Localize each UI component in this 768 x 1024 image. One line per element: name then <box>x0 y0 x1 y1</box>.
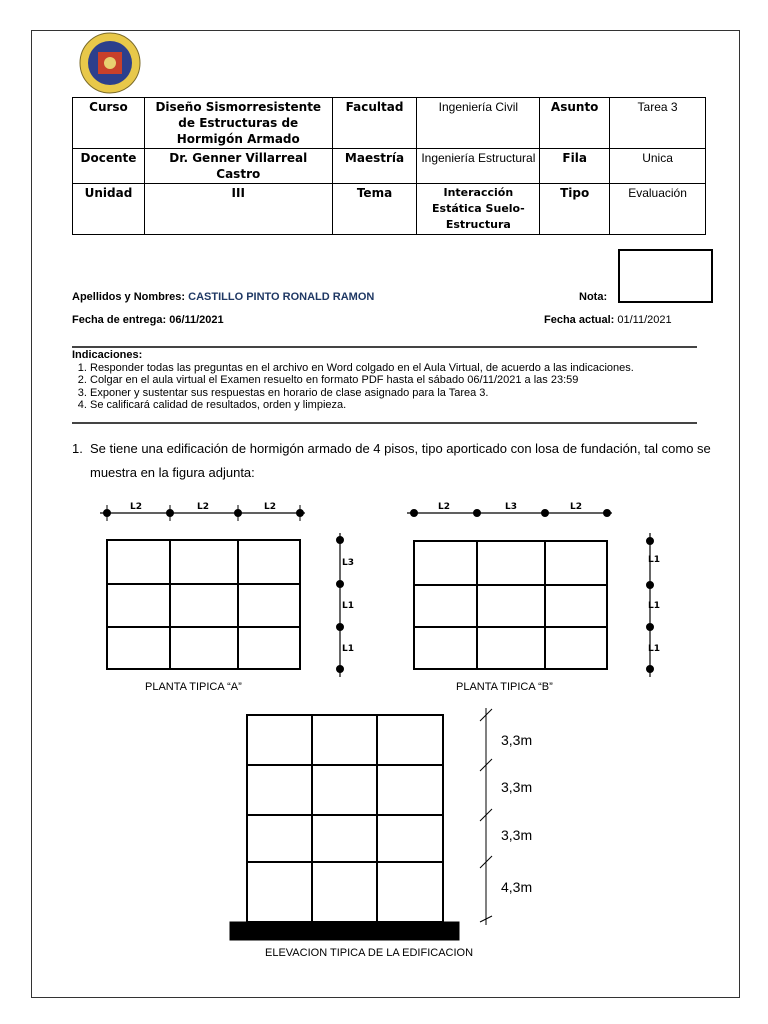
plan-a-dim-top: L2 <box>130 502 142 512</box>
plan-b-dim-side: L1 <box>648 555 660 565</box>
label-cell: Tipo <box>540 184 610 235</box>
divider <box>72 346 697 348</box>
plan-a-dim-top: L2 <box>197 502 209 512</box>
value-cell: Tarea 3 <box>610 98 706 149</box>
value-cell: Evaluación <box>610 184 706 235</box>
value-cell: Diseño Sismorresistente de Estructuras de Hormigón Armado <box>144 98 332 149</box>
grade-box <box>618 249 713 303</box>
grade-label: Nota: <box>579 291 608 303</box>
story-height: 3,3m <box>501 779 533 795</box>
instruction-item: 2. Colgar en el aula virtual el Examen resuelto en formato PDF hasta el sábado 06/11/2021 a las 23:59 <box>90 374 634 387</box>
delivery-date: 06/11/2021 <box>169 314 224 326</box>
story-height: 3,3m <box>501 732 533 748</box>
table-row <box>73 98 706 149</box>
plan-a-dim-side: L3 <box>342 558 354 568</box>
plan-b-dim-top: L2 <box>570 502 582 512</box>
student-name: CASTILLO PINTO RONALD RAMON <box>188 291 375 303</box>
delivery-date-row <box>72 314 224 326</box>
label-cell: Asunto <box>540 98 610 149</box>
plan-b-dim-top: L3 <box>505 502 517 512</box>
elevation-caption: ELEVACION TIPICA DE LA EDIFICACION <box>265 947 474 959</box>
current-date: 01/11/2021 <box>617 314 672 326</box>
plan-b-dim-side: L1 <box>648 601 660 611</box>
value-cell: Ingeniería Civil <box>417 98 540 149</box>
question-number: 1. <box>72 441 83 456</box>
student-name-label: Apellidos y Nombres: <box>72 291 186 303</box>
current-date-row <box>544 314 672 326</box>
university-seal-logo <box>80 33 140 93</box>
label-cell: Tema <box>332 184 417 235</box>
table-row <box>73 149 706 184</box>
value-cell: III <box>144 184 332 235</box>
course-info-table <box>72 97 706 235</box>
divider <box>72 422 697 424</box>
instruction-item: 3. Exponer y sustentar sus respuestas en horario de clase asignado para la Tarea 3. <box>90 387 634 400</box>
plan-a-dim-top: L2 <box>264 502 276 512</box>
question-1 <box>72 437 712 485</box>
elevation-drawing <box>230 708 492 940</box>
label-cell: Unidad <box>73 184 145 235</box>
student-name-row <box>72 291 374 303</box>
plan-a-caption: PLANTA TIPICA “A” <box>145 681 242 693</box>
current-date-label: Fecha actual: <box>544 314 615 326</box>
value-cell: Unica <box>610 149 706 184</box>
story-height: 4,3m <box>501 879 533 895</box>
plan-a-drawing <box>100 505 344 677</box>
label-cell: Facultad <box>332 98 417 149</box>
label-cell: Curso <box>73 98 145 149</box>
value-cell: Dr. Genner Villarreal Castro <box>144 149 332 184</box>
label-cell: Docente <box>73 149 145 184</box>
instructions <box>72 349 634 412</box>
label-cell: Maestría <box>332 149 417 184</box>
plan-b-dim-top: L2 <box>438 502 450 512</box>
delivery-date-label: Fecha de entrega: <box>72 314 167 326</box>
plan-b-dim-side: L1 <box>648 644 660 654</box>
instructions-title: Indicaciones: <box>72 349 143 361</box>
plan-b-drawing <box>407 510 654 678</box>
story-height: 3,3m <box>501 827 533 843</box>
label-cell: Fila <box>540 149 610 184</box>
instruction-item: 4. Se calificará calidad de resultados, orden y limpieza. <box>90 399 634 412</box>
table-row <box>73 184 706 235</box>
value-cell: Ingeniería Estructural <box>417 149 540 184</box>
question-text: Se tiene una edificación de hormigón armado de 4 pisos, tipo aporticado con losa de fundación, tal como se muestra en la figura adjunta: <box>90 441 711 480</box>
instruction-item: 1. Responder todas las preguntas en el archivo en Word colgado en el Aula Virtual, de acuerdo a las indicaciones. <box>90 362 634 375</box>
value-cell: Interacción Estática Suelo-Estructura <box>417 184 540 235</box>
plan-b-caption: PLANTA TIPICA “B” <box>456 681 553 693</box>
plan-a-dim-side: L1 <box>342 644 354 654</box>
plan-a-dim-side: L1 <box>342 601 354 611</box>
